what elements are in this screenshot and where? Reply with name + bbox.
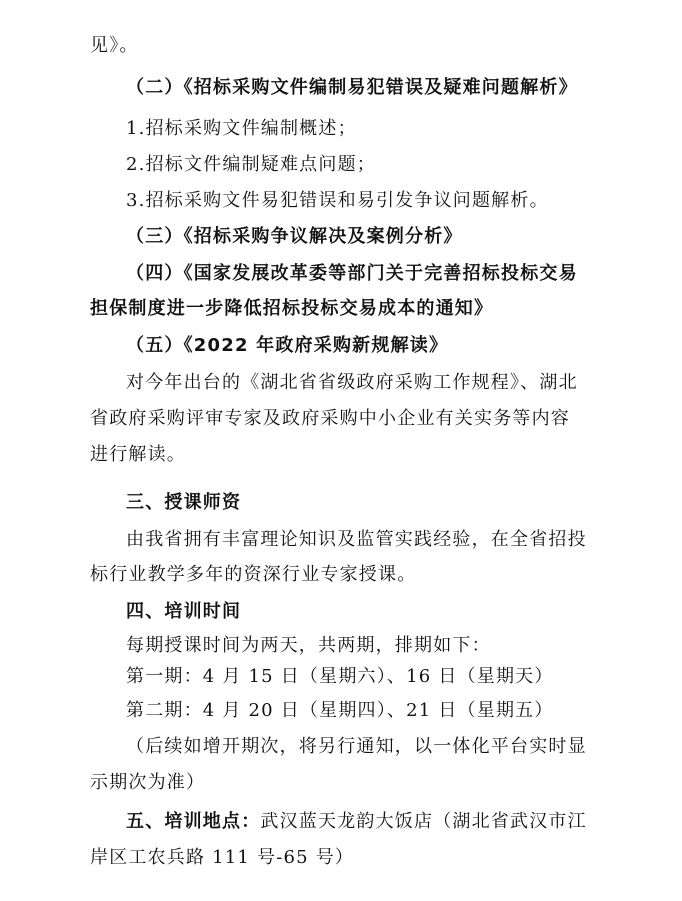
text-line: 见》。 (90, 35, 139, 56)
heading-time: 四、培训时间 (126, 601, 242, 622)
paragraph-line: 由我省拥有丰富理论知识及监管实践经验，在全省招投 (126, 529, 587, 550)
list-item: 3.招标采购文件易犯错误和易引发争议问题解析。 (126, 190, 549, 211)
paragraph-line: 示期次为准） (90, 772, 206, 793)
paragraph-line: 岸区工农兵路 111 号-65 号） (90, 847, 355, 868)
section-heading-4: （四）《国家发展改革委等部门关于完善招标投标交易 (126, 263, 578, 284)
paragraph-line: （后续如增开期次，将另行通知，以一体化平台实时显 (126, 736, 587, 757)
section-heading-4-cont: 担保制度进一步降低招标投标交易成本的通知》 (90, 298, 494, 319)
schedule-line: 第二期：4 月 20 日（星期四）、21 日（星期五） (126, 700, 554, 721)
list-item: 2.招标文件编制疑难点问题； (126, 154, 376, 175)
heading-teachers: 三、授课师资 (126, 492, 242, 513)
paragraph-line: 每期授课时间为两天，共两期，排期如下： (126, 635, 491, 656)
paragraph-line: 标行业教学多年的资深行业专家授课。 (90, 564, 417, 585)
section-heading-3: （三）《招标采购争议解决及案例分析》 (126, 226, 463, 247)
paragraph-line: 省政府采购评审专家及政府采购中小企业有关实务等内容 (90, 408, 570, 429)
schedule-line: 第一期：4 月 15 日（星期六）、16 日（星期天） (126, 666, 554, 687)
location-text: 武汉蓝天龙韵大饭店（湖北省武汉市江 (260, 811, 587, 832)
paragraph-line: 进行解读。 (90, 444, 186, 465)
location-line (126, 810, 587, 834)
section-heading-5: （五）《2022 年政府采购新规解读》 (126, 335, 449, 356)
paragraph-line: 对今年出台的《湖北省省级政府采购工作规程》、湖北 (126, 372, 578, 393)
heading-location: 五、培训地点： (126, 811, 261, 832)
section-heading-2: （二）《招标采购文件编制易犯错误及疑难问题解析》 (126, 77, 578, 98)
list-item: 1.招标采购文件编制概述； (126, 118, 357, 139)
